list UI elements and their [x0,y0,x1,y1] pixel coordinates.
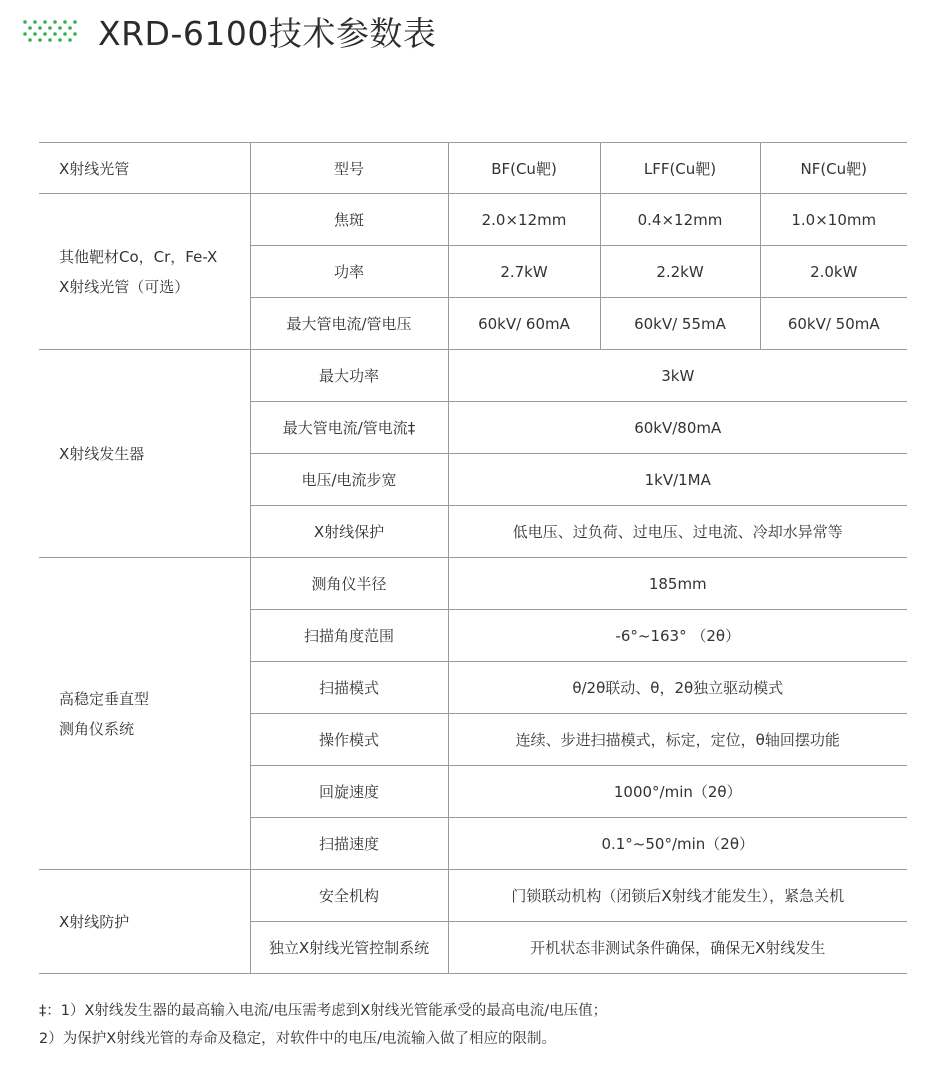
param-cell: 操作模式 [250,714,448,766]
value-cell: 0.1°~50°/min（2θ） [448,818,907,870]
param-cell: X射线保护 [250,506,448,558]
value-cell-nf: 60kV/ 50mA [760,298,907,350]
table-row [39,194,907,246]
header-lff-cell: LFF(Cu靶) [600,143,760,194]
group-label-line: 测角仪系统 [59,719,135,738]
table-row [39,558,907,610]
param-cell: 安全机构 [250,870,448,922]
value-cell: 开机状态非测试条件确保，确保无X射线发生 [448,922,907,974]
header-bf-cell: BF(Cu靶) [448,143,600,194]
page-title: XRD-6100技术参数表 [98,13,437,53]
footnotes [39,997,919,1053]
value-cell-lff: 0.4×12mm [600,194,760,246]
page-header [22,8,436,54]
param-cell: 测角仪半径 [250,558,448,610]
header-group-cell: X射线光管 [39,143,250,194]
group-cell-goniometer [39,558,250,870]
value-cell: -6°~163° （2θ） [448,610,907,662]
param-cell: 电压/电流步宽 [250,454,448,506]
header-nf-cell: NF(Cu靶) [760,143,907,194]
value-cell-bf: 60kV/ 60mA [448,298,600,350]
param-cell: 扫描模式 [250,662,448,714]
value-cell: 185mm [448,558,907,610]
value-cell-nf: 1.0×10mm [760,194,907,246]
value-cell-bf: 2.7kW [448,246,600,298]
value-cell: 3kW [448,350,907,402]
group-cell-tube [39,194,250,350]
value-cell: 60kV/80mA [448,402,907,454]
group-cell-generator [39,350,250,558]
param-cell: 焦斑 [250,194,448,246]
dot-grid-icon [22,19,78,43]
value-cell: 低电压、过负荷、过电压、过电流、冷却水异常等 [448,506,907,558]
group-cell-protection [39,870,250,974]
param-cell: 扫描角度范围 [250,610,448,662]
group-label-line: X射线光管（可选） [59,277,190,296]
value-cell: 连续、步进扫描模式，标定，定位，θ轴回摆功能 [448,714,907,766]
group-label: X射线防护 [59,912,130,931]
value-cell: 门锁联动机构（闭锁后X射线才能发生），紧急关机 [448,870,907,922]
param-cell: 独立X射线光管控制系统 [250,922,448,974]
value-cell-lff: 60kV/ 55mA [600,298,760,350]
param-cell: 扫描速度 [250,818,448,870]
group-label: X射线发生器 [59,444,145,463]
value-cell: 1000°/min（2θ） [448,766,907,818]
param-cell: 最大管电流/管电压 [250,298,448,350]
table-row [39,350,907,402]
group-label-line: 其他靶材Co，Cr，Fe-X [59,247,218,266]
table-header-row [39,143,907,194]
footnote-line: 2）为保护X射线光管的寿命及稳定，对软件中的电压/电流输入做了相应的限制。 [39,1031,557,1047]
value-cell-bf: 2.0×12mm [448,194,600,246]
footnote-line: ‡：1）X射线发生器的最高输入电流/电压需考虑到X射线光管能承受的最高电流/电压值； [39,1003,608,1019]
value-cell-lff: 2.2kW [600,246,760,298]
param-cell: 回旋速度 [250,766,448,818]
param-cell: 功率 [250,246,448,298]
value-cell: θ/2θ联动、θ，2θ独立驱动模式 [448,662,907,714]
header-param-cell: 型号 [250,143,448,194]
group-label-line: 高稳定垂直型 [59,689,150,708]
param-cell: 最大管电流/管电流‡ [250,402,448,454]
param-cell: 最大功率 [250,350,448,402]
spec-table [39,142,907,974]
value-cell: 1kV/1MA [448,454,907,506]
value-cell-nf: 2.0kW [760,246,907,298]
table-row [39,870,907,922]
